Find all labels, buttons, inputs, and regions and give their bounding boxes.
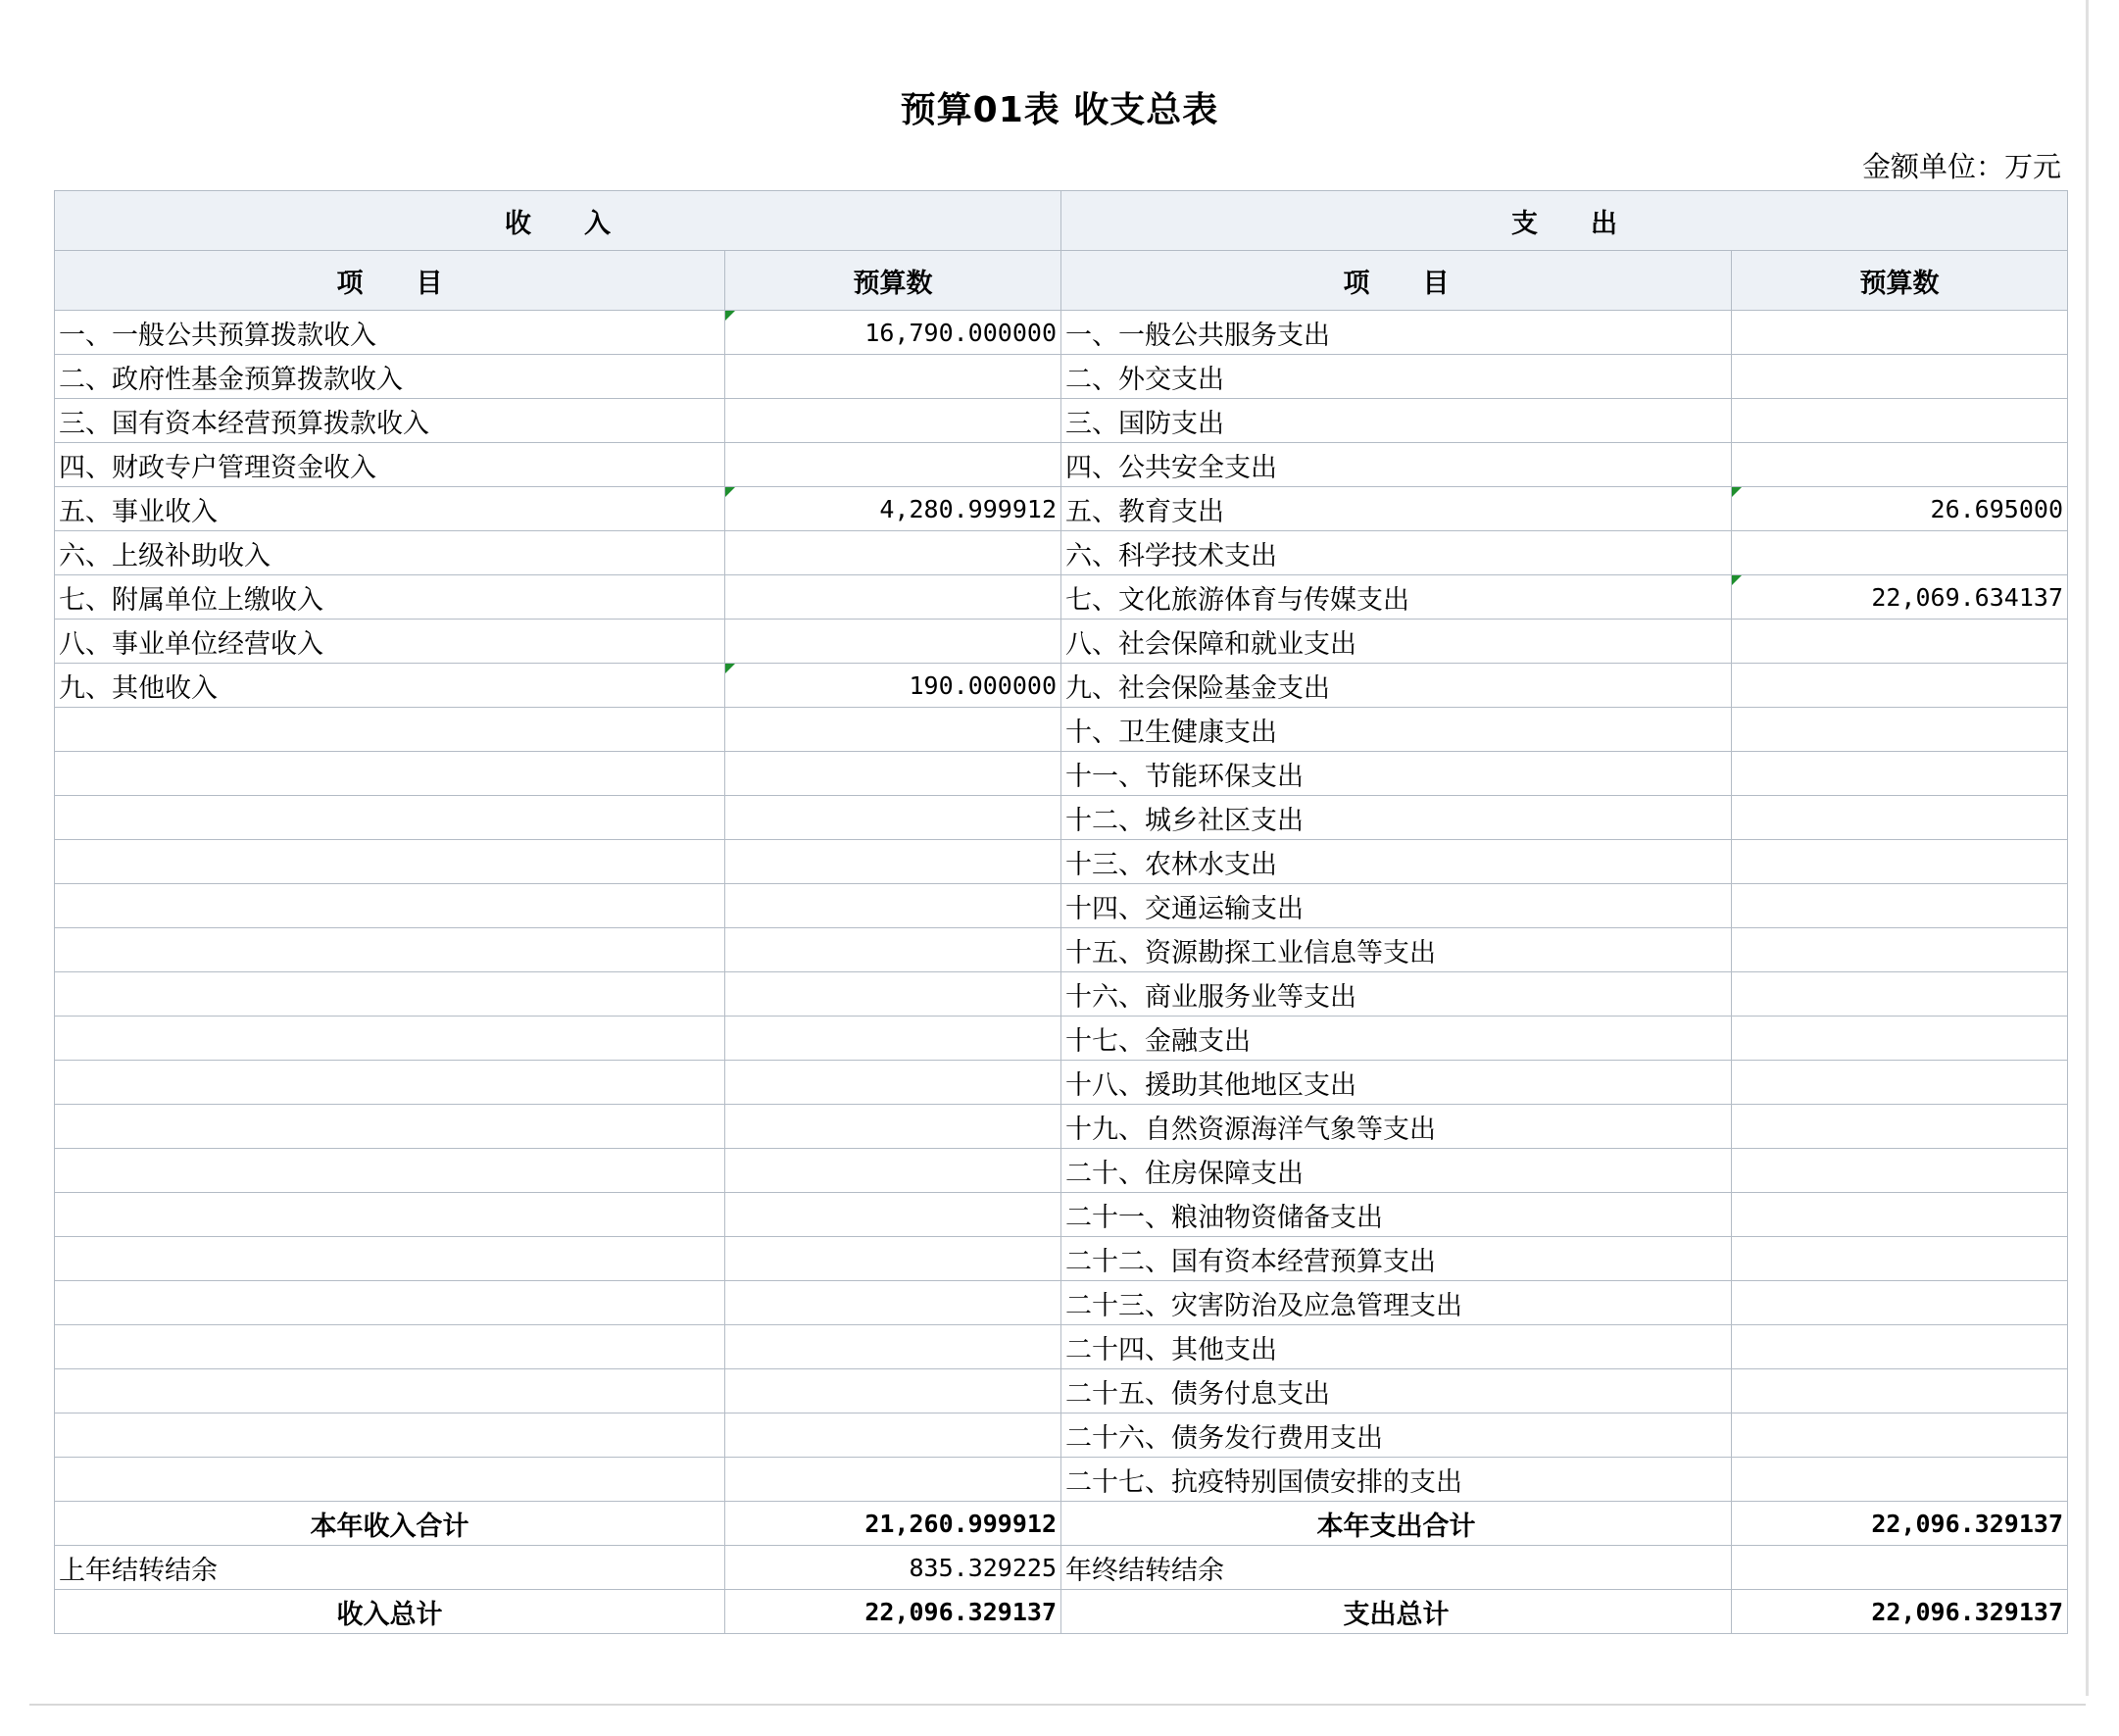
income-item-cell: 一、一般公共预算拨款收入 [55, 311, 725, 355]
income-item-cell [55, 884, 725, 928]
expense-value-cell[interactable] [1732, 355, 2068, 399]
expense-item-header: 项 目 [1061, 251, 1732, 311]
income-value-cell[interactable] [725, 1237, 1061, 1281]
expense-item-cell: 十四、交通运输支出 [1061, 884, 1732, 928]
table-row [55, 708, 2068, 752]
income-item-cell [55, 928, 725, 972]
expense-value-cell[interactable] [1732, 752, 2068, 796]
grand-income-value[interactable]: 22,096.329137 [725, 1590, 1061, 1634]
income-item-cell [55, 1193, 725, 1237]
sheet-edge-bottom [29, 1704, 2086, 1706]
income-item-cell [55, 796, 725, 840]
income-value-cell[interactable] [725, 355, 1061, 399]
income-item-cell: 六、上级补助收入 [55, 531, 725, 575]
grand-expense-value[interactable]: 22,096.329137 [1732, 1590, 2068, 1634]
expense-item-cell: 五、教育支出 [1061, 487, 1732, 531]
expense-item-cell: 四、公共安全支出 [1061, 443, 1732, 487]
expense-value-cell[interactable] [1732, 840, 2068, 884]
expense-value-cell[interactable] [1732, 531, 2068, 575]
expense-item-cell: 十八、援助其他地区支出 [1061, 1061, 1732, 1105]
income-item-cell [55, 1369, 725, 1414]
expense-value-cell[interactable]: 22,069.634137 [1732, 575, 2068, 620]
income-value-cell[interactable] [725, 1105, 1061, 1149]
table-row [55, 928, 2068, 972]
expense-value-cell[interactable] [1732, 1237, 2068, 1281]
income-value-cell[interactable] [725, 1193, 1061, 1237]
expense-value-cell[interactable] [1732, 1061, 2068, 1105]
expense-item-cell: 三、国防支出 [1061, 399, 1732, 443]
table-row [55, 664, 2068, 708]
income-item-cell [55, 1325, 725, 1369]
table-row [55, 1017, 2068, 1061]
income-value-cell[interactable]: 190.000000 [725, 664, 1061, 708]
expense-item-cell: 十、卫生健康支出 [1061, 708, 1732, 752]
expense-value-cell[interactable] [1732, 311, 2068, 355]
income-value-cell[interactable] [725, 1061, 1061, 1105]
grand-total-row [55, 1590, 2068, 1634]
income-item-cell: 七、附属单位上缴收入 [55, 575, 725, 620]
expense-value-cell[interactable] [1732, 928, 2068, 972]
expense-value-cell[interactable] [1732, 620, 2068, 664]
expense-value-cell[interactable] [1732, 1369, 2068, 1414]
expense-item-cell: 十六、商业服务业等支出 [1061, 972, 1732, 1017]
expense-item-cell: 六、科学技术支出 [1061, 531, 1732, 575]
income-total-value[interactable]: 21,260.999912 [725, 1502, 1061, 1546]
income-value-cell[interactable] [725, 1017, 1061, 1061]
income-budget-header: 预算数 [725, 251, 1061, 311]
unit-label: 金额单位：万元 [1861, 150, 2061, 183]
table-body [55, 311, 2068, 1502]
income-value-cell[interactable] [725, 884, 1061, 928]
income-item-cell: 二、政府性基金预算拨款收入 [55, 355, 725, 399]
income-item-cell [55, 1105, 725, 1149]
income-value-cell[interactable] [725, 928, 1061, 972]
income-item-cell [55, 1061, 725, 1105]
expense-item-cell: 九、社会保险基金支出 [1061, 664, 1732, 708]
grand-expense-label: 支出总计 [1061, 1590, 1732, 1634]
table-row [55, 796, 2068, 840]
expense-value-cell[interactable] [1732, 1281, 2068, 1325]
income-item-cell [55, 972, 725, 1017]
table-row [55, 443, 2068, 487]
income-item-cell [55, 840, 725, 884]
sheet-edge-right [2086, 0, 2089, 1696]
income-item-cell [55, 1458, 725, 1502]
expense-value-cell[interactable] [1732, 1458, 2068, 1502]
expense-item-cell: 二十五、债务付息支出 [1061, 1369, 1732, 1414]
expense-item-cell: 二十七、抗疫特别国债安排的支出 [1061, 1458, 1732, 1502]
carryover-row [55, 1546, 2068, 1590]
expense-item-cell: 十二、城乡社区支出 [1061, 796, 1732, 840]
table-row [55, 1414, 2068, 1458]
income-value-cell[interactable] [725, 620, 1061, 664]
table-row [55, 1237, 2068, 1281]
table-row [55, 311, 2068, 355]
table-row [55, 1105, 2068, 1149]
table-row [55, 575, 2068, 620]
income-value-cell[interactable] [725, 531, 1061, 575]
expense-item-cell: 十五、资源勘探工业信息等支出 [1061, 928, 1732, 972]
cell-comment-marker [1732, 575, 1742, 585]
column-header-row [55, 251, 2068, 311]
income-item-header: 项 目 [55, 251, 725, 311]
table-row [55, 1061, 2068, 1105]
expense-item-cell: 一、一般公共服务支出 [1061, 311, 1732, 355]
expense-item-cell: 十三、农林水支出 [1061, 840, 1732, 884]
income-item-cell [55, 708, 725, 752]
expense-item-cell: 十七、金融支出 [1061, 1017, 1732, 1061]
expense-value-cell[interactable] [1732, 884, 2068, 928]
table-row [55, 620, 2068, 664]
expense-total-value[interactable]: 22,096.329137 [1732, 1502, 2068, 1546]
income-item-cell: 四、财政专户管理资金收入 [55, 443, 725, 487]
expense-value-cell[interactable] [1732, 708, 2068, 752]
table-row [55, 840, 2068, 884]
expense-item-cell: 二十、住房保障支出 [1061, 1149, 1732, 1193]
carry-out-value[interactable] [1732, 1546, 2068, 1590]
page-title: 预算01表 收支总表 [900, 90, 1219, 130]
income-value-cell[interactable] [725, 1458, 1061, 1502]
expense-item-cell: 二十一、粮油物资储备支出 [1061, 1193, 1732, 1237]
income-value-cell[interactable] [725, 399, 1061, 443]
carry-out-label: 年终结转结余 [1061, 1546, 1732, 1590]
expense-value-cell[interactable] [1732, 1193, 2068, 1237]
carry-in-label: 上年结转结余 [55, 1546, 725, 1590]
expense-budget-header: 预算数 [1732, 251, 2068, 311]
budget-table [54, 190, 2068, 1634]
expense-item-cell: 二、外交支出 [1061, 355, 1732, 399]
income-item-cell: 八、事业单位经营收入 [55, 620, 725, 664]
income-value-cell[interactable] [725, 1281, 1061, 1325]
table-row [55, 752, 2068, 796]
income-value-cell[interactable] [725, 972, 1061, 1017]
expense-value-cell[interactable] [1732, 796, 2068, 840]
table-row [55, 355, 2068, 399]
expense-value-cell[interactable] [1732, 972, 2068, 1017]
income-item-cell [55, 752, 725, 796]
table-row [55, 884, 2068, 928]
year-total-row [55, 1502, 2068, 1546]
grand-income-label: 收入总计 [55, 1590, 725, 1634]
income-value-cell[interactable] [725, 752, 1061, 796]
expense-item-cell: 二十四、其他支出 [1061, 1325, 1732, 1369]
income-item-cell: 三、国有资本经营预算拨款收入 [55, 399, 725, 443]
expense-value-cell[interactable] [1732, 399, 2068, 443]
income-item-cell: 五、事业收入 [55, 487, 725, 531]
expense-item-cell: 二十六、债务发行费用支出 [1061, 1414, 1732, 1458]
expense-item-cell: 七、文化旅游体育与传媒支出 [1061, 575, 1732, 620]
table-row [55, 487, 2068, 531]
income-value-cell[interactable] [725, 796, 1061, 840]
income-value-cell[interactable] [725, 1325, 1061, 1369]
income-item-cell [55, 1414, 725, 1458]
income-value-cell[interactable] [725, 443, 1061, 487]
expense-item-cell: 十九、自然资源海洋气象等支出 [1061, 1105, 1732, 1149]
income-total-label: 本年收入合计 [55, 1502, 725, 1546]
cell-comment-marker [725, 487, 735, 497]
income-value-cell[interactable] [725, 575, 1061, 620]
table-row [55, 1325, 2068, 1369]
expense-item-cell: 八、社会保障和就业支出 [1061, 620, 1732, 664]
expense-item-cell: 十一、节能环保支出 [1061, 752, 1732, 796]
table-row [55, 1193, 2068, 1237]
expense-item-cell: 二十二、国有资本经营预算支出 [1061, 1237, 1732, 1281]
income-item-cell [55, 1237, 725, 1281]
group-header-row [55, 191, 2068, 251]
income-group-header: 收 入 [55, 191, 1061, 251]
expense-value-cell[interactable] [1732, 664, 2068, 708]
expense-value-cell[interactable] [1732, 1325, 2068, 1369]
income-value-cell[interactable] [725, 1149, 1061, 1193]
income-value-cell[interactable]: 16,790.000000 [725, 311, 1061, 355]
table-row [55, 1281, 2068, 1325]
expense-value-cell[interactable] [1732, 1149, 2068, 1193]
expense-value-cell[interactable] [1732, 1017, 2068, 1061]
income-value-cell[interactable] [725, 708, 1061, 752]
table-row [55, 1458, 2068, 1502]
income-value-cell[interactable] [725, 1369, 1061, 1414]
income-value-cell[interactable] [725, 1414, 1061, 1458]
totals-body [55, 1502, 2068, 1634]
table-row [55, 972, 2068, 1017]
expense-value-cell[interactable] [1732, 1414, 2068, 1458]
expense-value-cell[interactable] [1732, 1105, 2068, 1149]
income-item-cell: 九、其他收入 [55, 664, 725, 708]
income-value-cell[interactable] [725, 840, 1061, 884]
income-item-cell [55, 1149, 725, 1193]
income-item-cell [55, 1281, 725, 1325]
table-row [55, 1149, 2068, 1193]
cell-comment-marker [1732, 487, 1742, 497]
income-item-cell [55, 1017, 725, 1061]
expense-value-cell[interactable] [1732, 443, 2068, 487]
table-row [55, 399, 2068, 443]
cell-comment-marker [725, 311, 735, 321]
expense-group-header: 支 出 [1061, 191, 2068, 251]
cell-comment-marker [725, 664, 735, 673]
table-row [55, 531, 2068, 575]
table-row [55, 1369, 2068, 1414]
carry-in-value[interactable]: 835.329225 [725, 1546, 1061, 1590]
income-value-cell[interactable]: 4,280.999912 [725, 487, 1061, 531]
expense-item-cell: 二十三、灾害防治及应急管理支出 [1061, 1281, 1732, 1325]
expense-value-cell[interactable]: 26.695000 [1732, 487, 2068, 531]
expense-total-label: 本年支出合计 [1061, 1502, 1732, 1546]
